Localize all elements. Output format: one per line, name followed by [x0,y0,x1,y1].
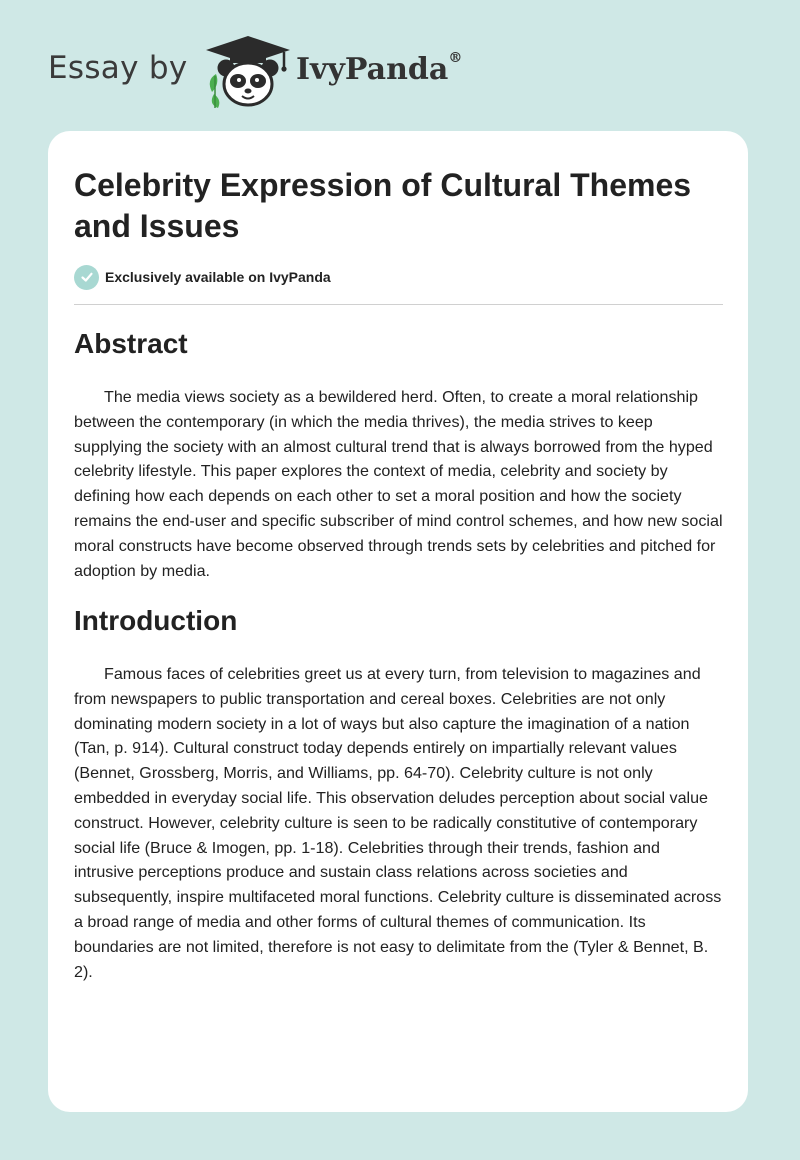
brand-name[interactable] [296,52,462,87]
page-title: Celebrity Expression of Cultural Themes and Issues [74,167,692,244]
panda-graduate-icon[interactable] [204,34,294,110]
section-heading-introduction: Introduction [74,605,238,636]
exclusive-badge-text: Exclusively available on IvyPanda [105,269,331,285]
check-icon [74,265,99,290]
section-paragraph-abstract: The media views society as a bewildered herd. Often, to create a moral relationship between the contemporary (in which the media thrives), the media strives to keep supplying the society with an almost cultural trend that is always borrowed from the hyped celebrity lifestyle. This paper explores the context of media, celebrity and society by defining how each depends on each other to set a moral position and how the society remains the end-user and specific subscriber of mind control schemes, and how new social moral constructs have become observed through trends sets by celebrities and pitched for adoption by media. [74,388,723,580]
section-paragraph-introduction: Famous faces of celebrities greet us at every turn, from television to magazines and from newspapers to public transportation and cereal boxes. Celebrities are not only dominating modern society in a lot of ways but also capture the imagination of a nation (Tan, p. 914). Cultural construct today depends entirely on impartially relevant values (Bennet, Grossberg, Morris, and Williams, pp. 64-70). Celebrity culture is not only embedded in everyday social life. This observation deludes perception about social value construct. However, celebrity culture is seen to be radically constitutive of contemporary social life (Bruce & Imogen, pp. 1-18). Celebrities through their trends, fashion and intrusive perceptions produce and sustain class relations across societies and subsequently, inspire multifaceted moral functions. Celebrity culture is disseminated across a broad range of media and other forms of cultural themes of communication. Its boundaries are not limited, therefore is not easy to delimitate from the (Tyler & Bennet, B. 2). [74,665,722,981]
divider [74,304,723,305]
brand-name-text: IvyPanda [296,52,449,87]
article-card [48,131,748,1112]
registered-mark: ® [448,50,463,66]
exclusive-badge [74,264,331,290]
brand-prefix: Essay by [48,50,188,86]
site-header [48,34,548,114]
section-heading-abstract: Abstract [74,328,188,359]
